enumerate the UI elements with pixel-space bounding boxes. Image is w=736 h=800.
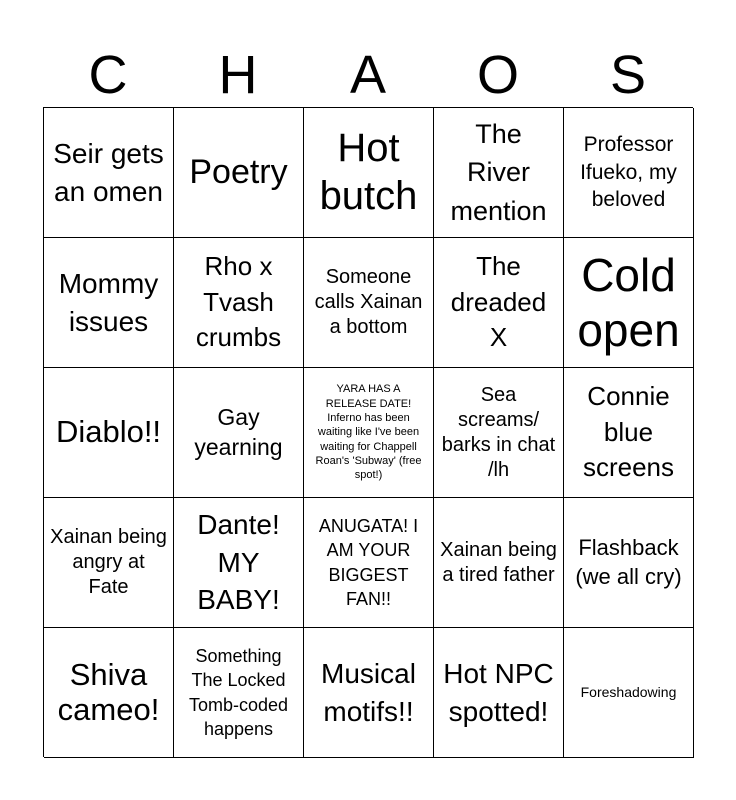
- bingo-cell[interactable]: [174, 238, 304, 368]
- bingo-cell[interactable]: [44, 368, 174, 498]
- cell-text: Flashback (we all cry): [575, 535, 682, 589]
- bingo-cell[interactable]: [174, 628, 304, 758]
- bingo-cell[interactable]: [44, 628, 174, 758]
- bingo-cell[interactable]: [434, 628, 564, 758]
- header-letter-s: S: [609, 45, 647, 105]
- bingo-cell[interactable]: [44, 238, 174, 368]
- bingo-cell[interactable]: [564, 368, 694, 498]
- bingo-cell[interactable]: [304, 238, 434, 368]
- bingo-header: [43, 44, 693, 106]
- header-letter-o: O: [476, 45, 519, 105]
- cell-text: ANUGATA! I AM YOUR BIGGEST FAN!!: [318, 515, 419, 609]
- header-letter-c: C: [88, 45, 128, 105]
- cell-text: YARA HAS A RELEASE DATE! Inferno has been waiting like I've been waiting for Chappell Roan's 'Subway' (free spot!): [315, 383, 422, 482]
- bingo-cell[interactable]: [174, 108, 304, 238]
- bingo-cell[interactable]: [174, 498, 304, 628]
- cell-text: Hot butch: [319, 126, 418, 218]
- bingo-cell[interactable]: [434, 498, 564, 628]
- bingo-cell[interactable]: [434, 368, 564, 498]
- cell-text: The River mention: [450, 119, 547, 226]
- cell-text: Connie blue screens: [582, 380, 675, 483]
- bingo-cell[interactable]: [174, 368, 304, 498]
- bingo-cell[interactable]: [304, 628, 434, 758]
- free-space-cell[interactable]: [304, 368, 434, 498]
- cell-text: Rho x Tvash crumbs: [195, 250, 282, 353]
- header-letter-h: H: [218, 45, 258, 105]
- cell-text: Diablo!!: [55, 414, 162, 450]
- bingo-cell[interactable]: [564, 628, 694, 758]
- cell-text: Seir gets an omen: [53, 137, 164, 207]
- cell-text: Cold open: [577, 249, 680, 356]
- cell-text: Poetry: [189, 153, 288, 192]
- cell-text: Xainan being a tired father: [440, 538, 557, 586]
- bingo-cell[interactable]: [434, 238, 564, 368]
- bingo-grid: [43, 107, 693, 757]
- bingo-cell[interactable]: [564, 238, 694, 368]
- cell-text: Professor Ifueko, my beloved: [580, 132, 677, 212]
- header-letter-a: A: [349, 45, 387, 105]
- cell-text: The dreaded X: [450, 250, 547, 353]
- cell-text: Dante! MY BABY!: [197, 508, 280, 616]
- cell-text: Mommy issues: [58, 267, 159, 337]
- cell-text: Shiva cameo!: [57, 657, 160, 727]
- cell-text: Sea screams/ barks in chat /lh: [441, 383, 556, 481]
- bingo-cell[interactable]: [434, 108, 564, 238]
- cell-text: Hot NPC spotted!: [443, 657, 554, 727]
- bingo-cell[interactable]: [304, 498, 434, 628]
- bingo-cell[interactable]: [44, 108, 174, 238]
- cell-text: Foreshadowing: [580, 684, 677, 701]
- bingo-cell[interactable]: [564, 108, 694, 238]
- bingo-cell[interactable]: [44, 498, 174, 628]
- bingo-cell[interactable]: [304, 108, 434, 238]
- cell-text: Gay yearning: [194, 403, 283, 460]
- cell-text: Xainan being angry at Fate: [50, 526, 167, 598]
- cell-text: Musical motifs!!: [321, 657, 416, 727]
- bingo-cell[interactable]: [564, 498, 694, 628]
- cell-text: Something The Locked Tomb-coded happens: [188, 645, 289, 739]
- cell-text: Someone calls Xainan a bottom: [314, 266, 423, 338]
